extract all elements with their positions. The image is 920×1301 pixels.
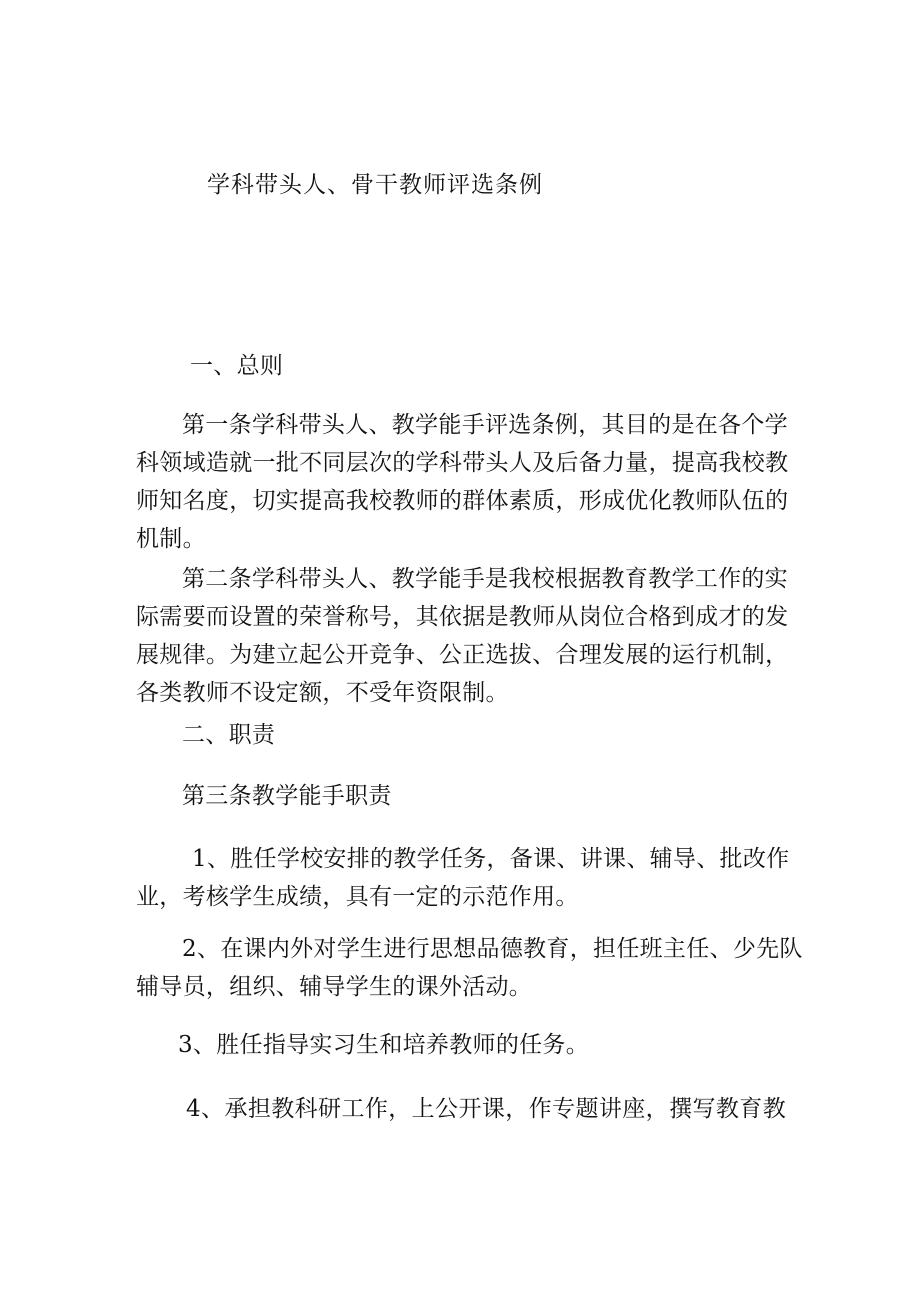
article-1: [136, 406, 788, 558]
article-1-line: 第一条学科带头人、教学能手评选条例，其目的是在各个学: [182, 412, 788, 438]
article-1-line: 科领域造就一批不同层次的学科带头人及后备力量，提高我校教: [136, 450, 789, 476]
article-2: [136, 560, 788, 712]
article-1-line: 师知名度，切实提高我校教师的群体素质，形成优化教师队伍的: [136, 488, 789, 514]
duty-item-3: 3、胜任指导实习生和培养教师的任务。: [178, 1032, 590, 1058]
duty-item-2: [136, 930, 803, 1006]
article-2-line: 各类教师不设定额，不受年资限制。: [136, 680, 509, 706]
section-heading-general: 一、总则: [190, 353, 284, 379]
duty-item-4: 4、承担教科研工作，上公开课，作专题讲座，撰写教育教: [186, 1096, 786, 1122]
duty-item-2-line: 辅导员，组织、辅导学生的课外活动。: [136, 974, 533, 1000]
section-heading-duties: 二、职责: [182, 722, 276, 748]
article-1-line: 机制。: [136, 526, 206, 552]
duty-item-2-line: 2、在课内外对学生进行思想品德教育，担任班主任、少先队: [182, 936, 803, 962]
article-2-line: 第二条学科带头人、教学能手是我校根据教育教学工作的实: [182, 566, 788, 592]
article-2-line: 际需要而设置的荣誉称号，其依据是教师从岗位合格到成才的发: [136, 604, 789, 630]
article-3-heading: 第三条教学能手职责: [182, 783, 392, 809]
duty-item-1: [136, 840, 788, 916]
document-title: 学科带头人、骨干教师评选条例: [207, 172, 543, 198]
duty-item-1-line: 业，考核学生成绩，具有一定的示范作用。: [136, 884, 579, 910]
article-2-line: 展规律。为建立起公开竞争、公正选拔、合理发展的运行机制，: [136, 642, 789, 668]
duty-item-1-line: 1、胜任学校安排的教学任务，备课、讲课、辅导、批改作: [192, 846, 790, 872]
